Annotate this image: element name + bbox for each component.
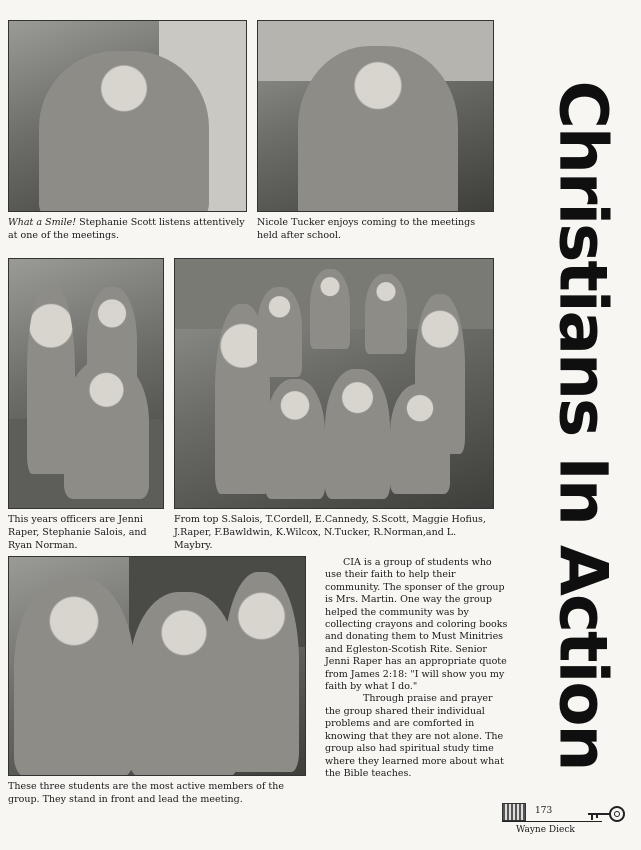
caption-text: This years officers are Jenni Raper, Stephanie Salois, and Ryan Norman.: [8, 514, 147, 551]
article-body: [325, 557, 508, 780]
photo-officers: [8, 258, 164, 509]
photo-caption: [8, 513, 168, 552]
photo-leaders: [8, 556, 306, 776]
key-icon: [586, 805, 626, 825]
photo-caption: [257, 216, 497, 242]
caption-text: These three students are the most active members of the group. They stand in front and lead the meeting.: [8, 781, 284, 805]
photo-nicole-tucker: [257, 20, 494, 212]
body-paragraph: Through praise and prayer the group shared their individual problems and are comforted in knowing that they are not alone. The group also had spiritual study time where they learned more about what the Bible teaches.: [325, 693, 504, 779]
logo-icon: [502, 803, 526, 821]
page-folio: [502, 803, 630, 843]
page-title: [528, 60, 638, 790]
caption-text: Nicole Tucker enjoys coming to the meetings held after school.: [257, 217, 476, 241]
photo-caption: [8, 216, 248, 242]
body-paragraph: CIA is a group of students who use their faith to help their community. The sponser of the group is Mrs. Martin. One way the group helped the community was by collecting crayons and coloring books and donating them to Must Minitries and Egleston-Scotish Rite. Senior Jenni Raper has an appropriate quote from James 2:18: "I will show you my faith by what I do.": [325, 557, 508, 693]
photo-group: [174, 258, 494, 509]
caption-lead: What a Smile!: [8, 217, 77, 228]
caption-text: From top S.Salois, T.Cordell, E.Cannedy, S.Scott, Maggie Hofius, J.Raper, F.Bawldwin, K.Wilcox, N.Tucker, R.Norman,and L. Maybry.: [174, 514, 486, 551]
caption-text: Stephanie Scott listens attentively at one of the meetings.: [8, 217, 245, 241]
photo-caption: [8, 780, 313, 806]
author-name: Wayne Dieck: [516, 825, 575, 835]
page-number: 173: [535, 806, 553, 816]
photo-stephanie-scott: [8, 20, 247, 212]
photo-caption: [174, 513, 494, 552]
page-title-text: Christians In Action: [544, 80, 622, 770]
